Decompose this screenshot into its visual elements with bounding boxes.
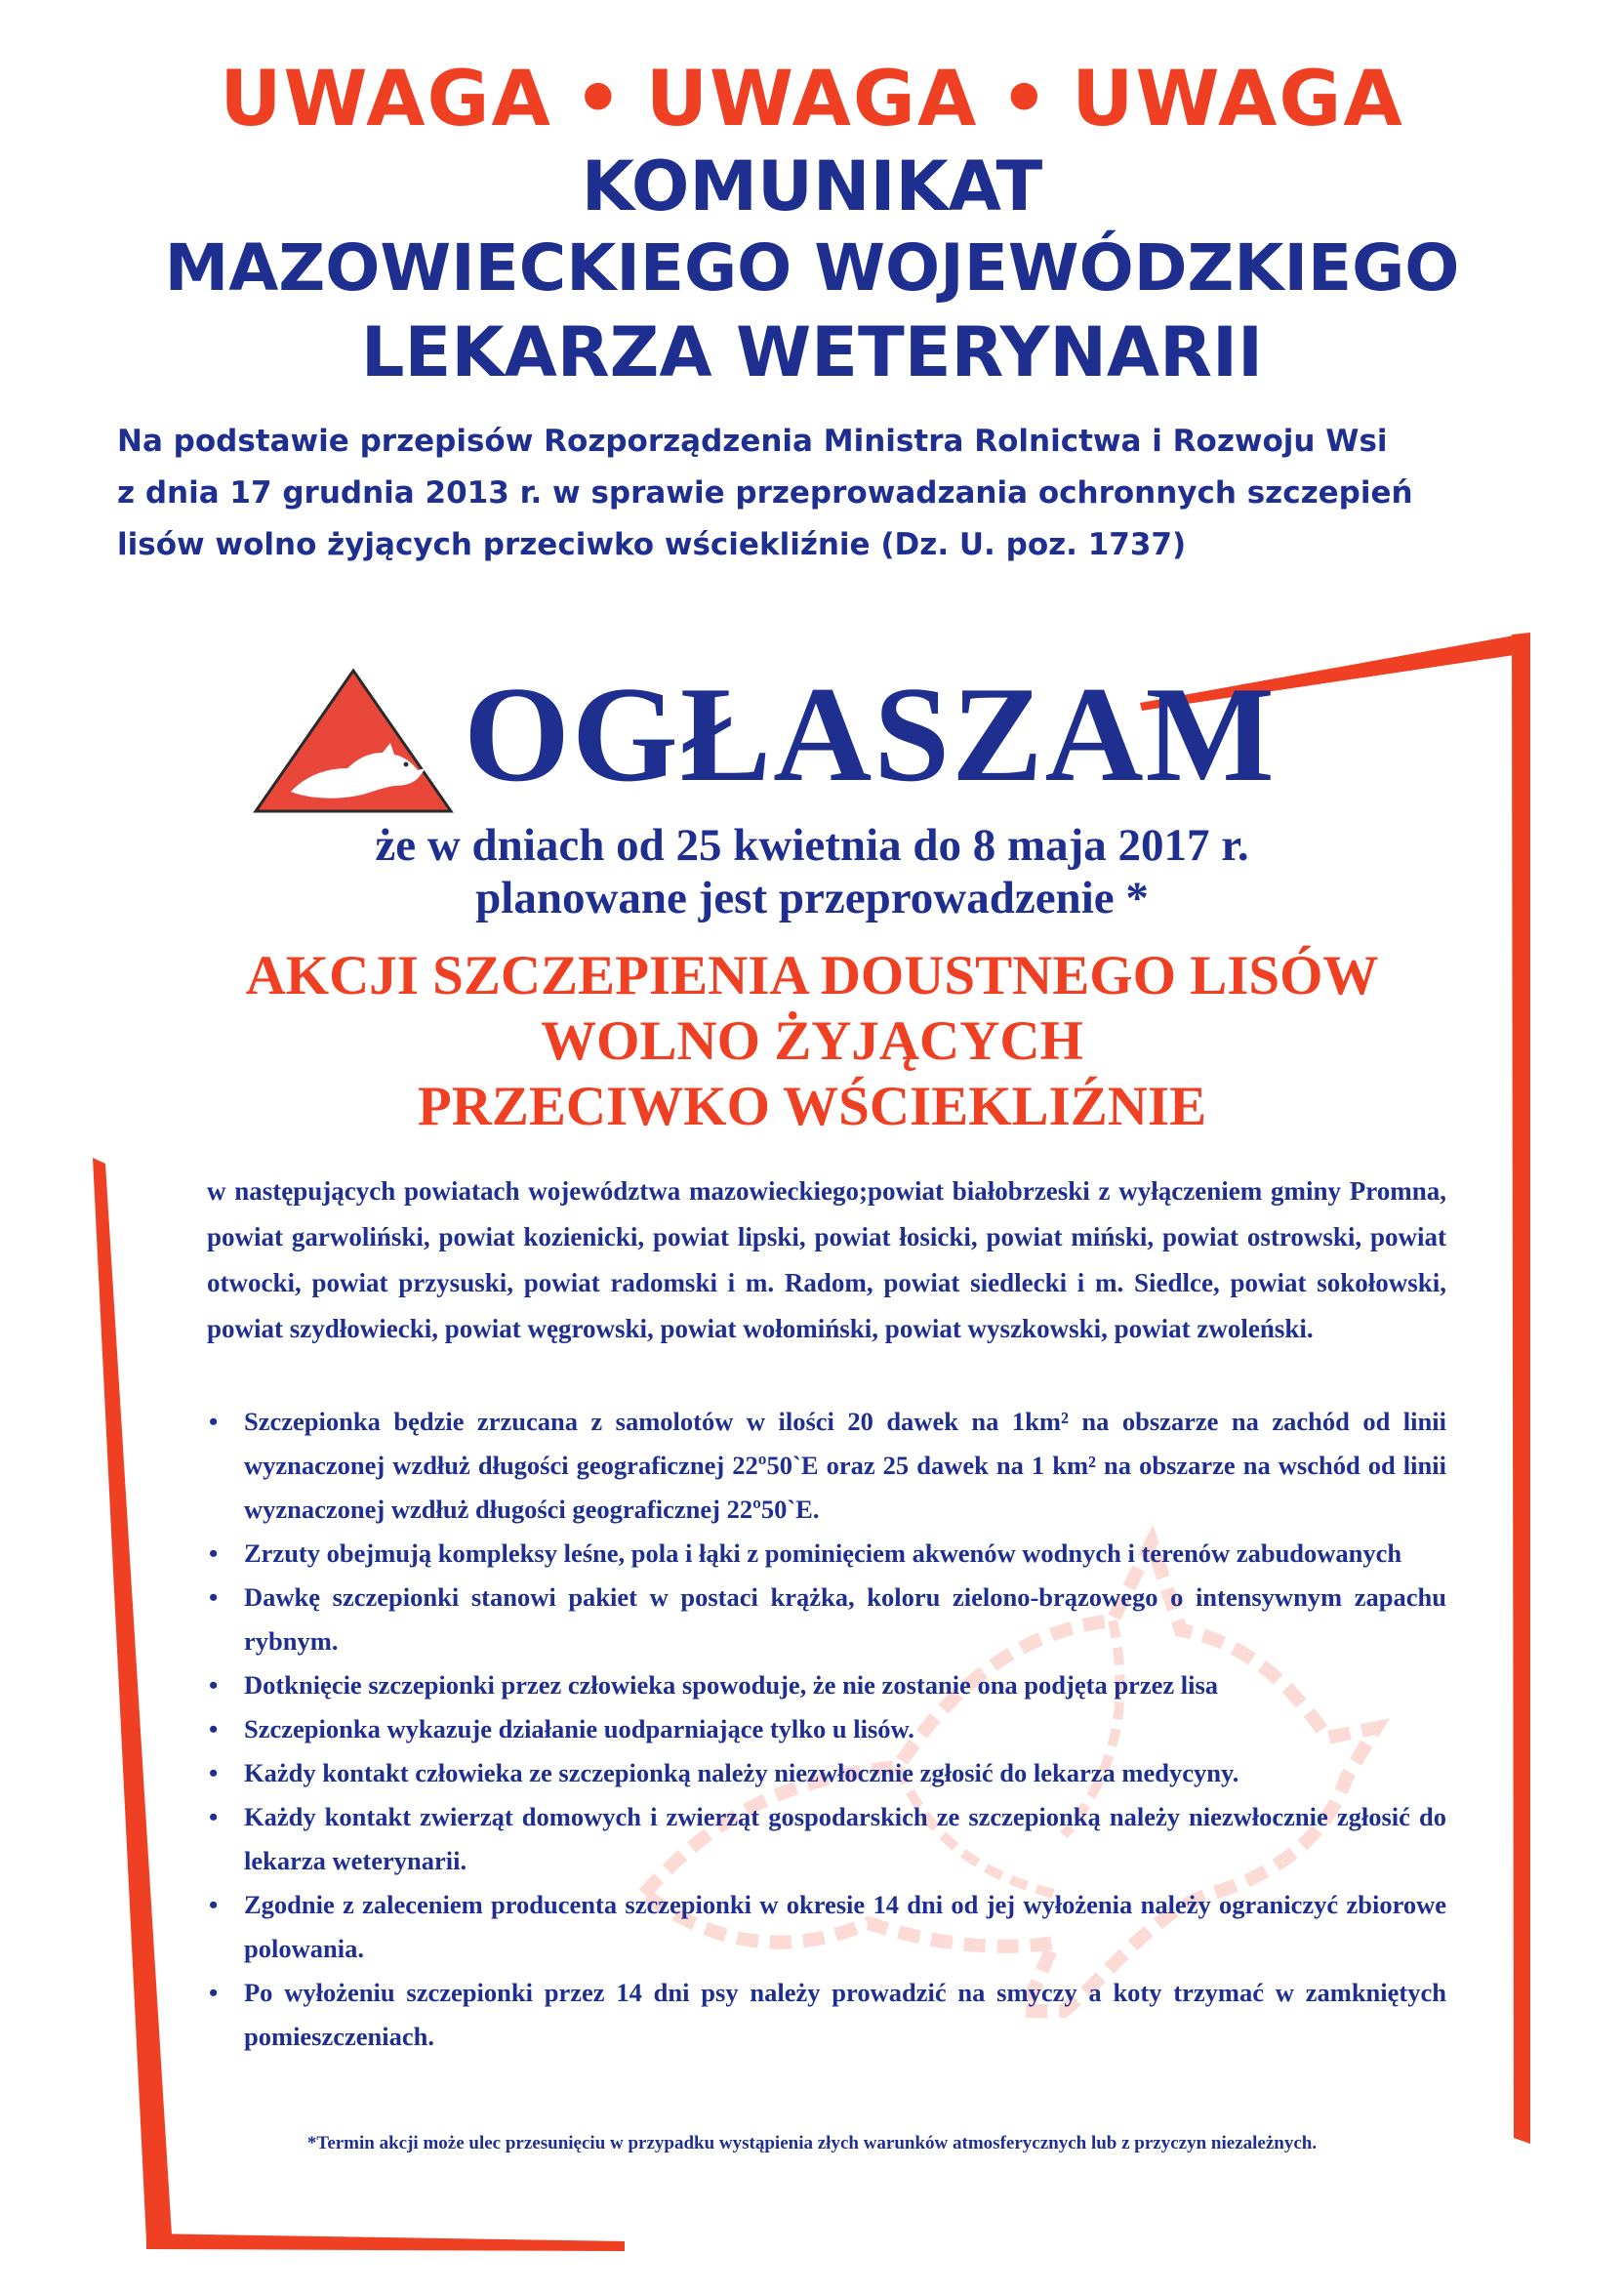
bullet-mark: • — [209, 1978, 219, 2007]
list-item — [207, 1663, 1446, 1707]
bullet-mark: • — [209, 1890, 219, 1919]
list-item — [207, 1532, 1446, 1576]
list-item-text: Po wyłożeniu szczepionki przez 14 dni psy należy prowadzić na smyczy a koty trzymać w zamkniętych pomieszczeniach. — [244, 1978, 1446, 2051]
list-item-text: Szczepionka będzie zrzucana z samolotów w ilości 20 dawek na 1km² na obszarze na zachód od linii wyznaczonej wzdłuż długości geograficznej 22º50`E oraz 25 dawek na 1 km² na obszarze na wschód od linii wyznaczonej wzdłuż długości geograficznej 22º50`E. — [244, 1407, 1446, 1524]
bullet-mark: • — [209, 1758, 219, 1787]
alert-word: UWAGA — [1072, 56, 1404, 144]
list-item-text: Zrzuty obejmują kompleksy leśne, pola i łąki z pominięciem akwenów wodnych i terenów zabudowanych — [244, 1538, 1402, 1568]
campaign-title-line-1: AKCJI SZCZEPIENIA DOUSTNEGO LISÓW — [245, 945, 1379, 1006]
list-item — [207, 1795, 1446, 1883]
announcement-heading: OGŁASZAM — [464, 659, 1277, 810]
campaign-title-line-3: PRZECIWKO WŚCIEKLIŹNIE — [417, 1076, 1207, 1137]
list-item-text: Zgodnie z zaleceniem producenta szczepionki w okresie 14 dni od jej wyłożenia należy ograniczyć zbiorowe polowania. — [244, 1890, 1446, 1963]
list-item — [207, 1883, 1446, 1971]
list-item-text: Dawkę szczepionki stanowi pakiet w postaci krążka, koloru zielono-brązowego o intensywnym zapachu rybnym. — [244, 1582, 1446, 1656]
list-item — [207, 1751, 1446, 1795]
list-item — [207, 1971, 1446, 2059]
alert-word: UWAGA — [645, 56, 979, 144]
alert-separator: • — [573, 56, 625, 144]
agency-title-line-3: LEKARZA WETERYNARII — [360, 312, 1264, 392]
list-item — [207, 1576, 1446, 1663]
bullet-mark: • — [209, 1670, 219, 1700]
campaign-title-line-2: WOLNO ŻYJĄCYCH — [541, 1010, 1083, 1072]
list-item-text: Szczepionka wykazuje działanie uodparniające tylko u lisów. — [244, 1714, 914, 1743]
bullet-mark: • — [209, 1714, 219, 1743]
bullet-mark: • — [209, 1538, 219, 1568]
information-list — [207, 1400, 1446, 2059]
list-item-text: Każdy kontakt zwierząt domowych i zwierząt gospodarskich ze szczepionką należy niezwłocznie zgłosić do lekarza weterynarii. — [244, 1802, 1446, 1875]
agency-title-line-2: MAZOWIECKIEGO WOJEWÓDZKIEGO — [164, 230, 1460, 306]
bullet-mark: • — [209, 1802, 219, 1831]
campaign-dates: że w dniach od 25 kwietnia do 8 maja 2017 r. — [375, 820, 1249, 871]
list-item-text: Dotknięcie szczepionki przez człowieka spowoduje, że nie zostanie ona podjęta przez lisa — [244, 1670, 1219, 1700]
alert-word: UWAGA — [220, 56, 552, 144]
agency-title-line-1: KOMUNIKAT — [581, 146, 1043, 226]
districts-paragraph: w następujących powiatach województwa mazowieckiego;powiat białobrzeski z wyłączeniem gminy Promna, powiat garwoliński, powiat kozienicki, powiat lipski, powiat łosicki, powiat miński, powiat ostrowski, powiat otwocki, powiat przysuski, powiat radomski i m. Radom, powiat siedlecki i m. Siedlce, powiat sokołowski, powiat szydłowiecki, powiat węgrowski, powiat wołomiński, powiat wyszkowski, powiat zwoleński. — [207, 1176, 1446, 1343]
list-item — [207, 1400, 1446, 1532]
list-item-text: Każdy kontakt człowieka ze szczepionką należy niezwłocznie zgłosić do lekarza medycyny. — [244, 1758, 1239, 1787]
list-item — [207, 1707, 1446, 1751]
alert-separator: • — [999, 56, 1051, 144]
legal-basis-line: lisów wolno żyjących przeciwko wściekliźnie (Dz. U. poz. 1737) — [117, 527, 1187, 562]
footnote: *Termin akcji może ulec przesunięciu w przypadku wystąpienia złych warunków atmosferycznych lub z przyczyn niezależnych. — [306, 2133, 1318, 2153]
fox-warning-sign-icon — [252, 667, 455, 815]
bullet-mark: • — [209, 1407, 219, 1436]
bullet-mark: • — [209, 1582, 219, 1612]
planned-line: planowane jest przeprowadzenie * — [475, 873, 1149, 923]
legal-basis-line: z dnia 17 grudnia 2013 r. w sprawie przeprowadzania ochronnych szczepień — [117, 475, 1413, 511]
legal-basis-line: Na podstawie przepisów Rozporządzenia Ministra Rolnictwa i Rozwoju Wsi — [117, 424, 1388, 459]
alert-banner — [0, 51, 1624, 148]
